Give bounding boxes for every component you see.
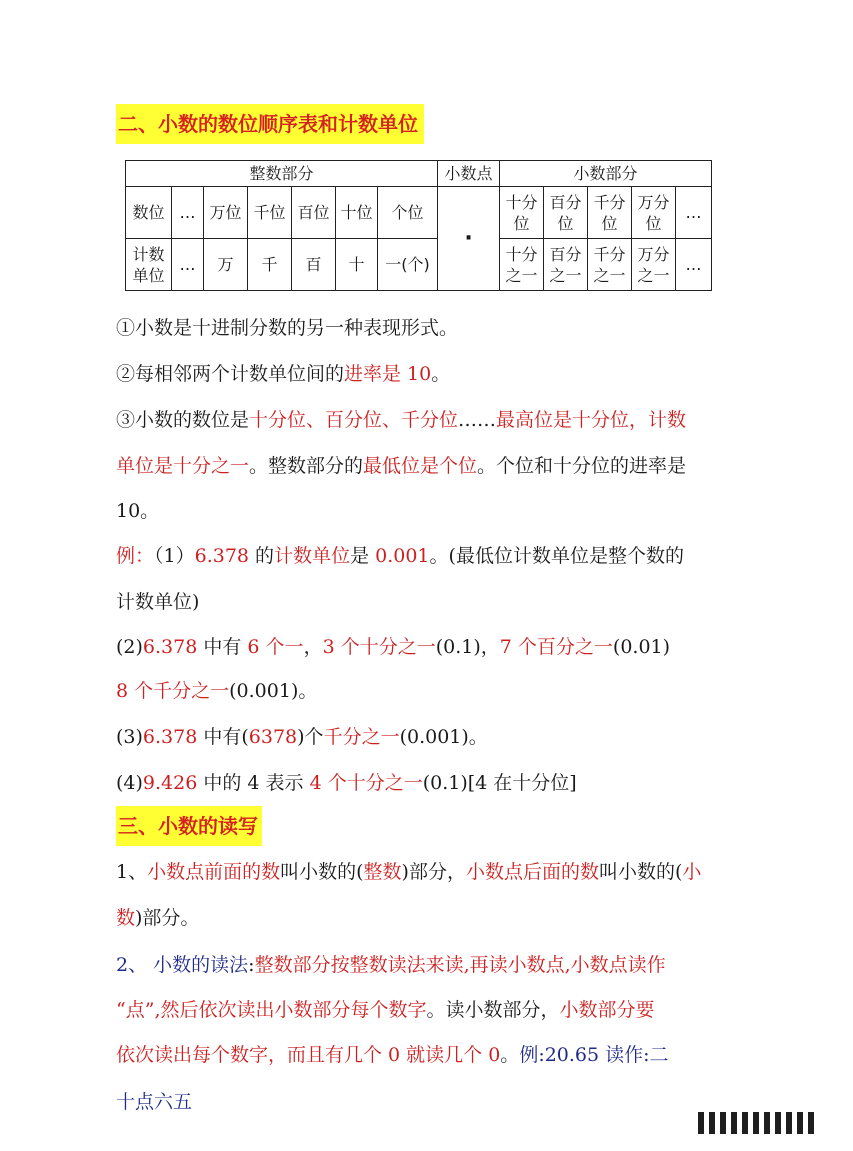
section2-line-10-seg-4: (0.1)[4 在十分位] [422, 772, 577, 794]
section2-line-3 [116, 451, 726, 481]
section3-line-2-seg-1: 小数的读法 [153, 954, 249, 976]
section2-line-2-seg-3: 最高位是十分位，计数 [496, 409, 687, 431]
section3-line-3-seg-3: 小数部分要 [559, 999, 655, 1021]
section2-line-10-seg-0: (4) [116, 772, 143, 794]
section3-line-4-seg-0: 依次读出每个数字，而且有几个 0 就读几个 0 [116, 1044, 501, 1066]
section-2-heading: 二、小数的数位顺序表和计数单位 [116, 104, 424, 144]
section3-line-0-seg-6: 叫小数的( [598, 861, 683, 883]
section3-line-3-seg-2: 。读小数部分， [426, 999, 560, 1021]
section2-line-10-seg-1: 9.426 [142, 772, 198, 794]
unit-int-0: 万 [204, 239, 248, 291]
section2-line-7-seg-6: (0.1)， [435, 636, 500, 658]
place-int-4: 个位 [378, 187, 438, 239]
section2-line-0 [116, 313, 726, 343]
section2-line-10-seg-2: 中的 4 表示 [197, 772, 310, 794]
section2-line-2-seg-2: …… [458, 409, 497, 431]
header-decimal-part: 小数部分 [500, 161, 712, 187]
section3-line-5-seg-0: 十点六五 [116, 1091, 193, 1113]
place-dec-3: 万分 位 [632, 187, 676, 239]
place-int-2: 百位 [292, 187, 336, 239]
place-int-1: 千位 [248, 187, 292, 239]
section2-line-1-seg-0: ②每相邻两个计数单位间的 [116, 363, 345, 385]
section3-line-3 [116, 995, 726, 1025]
place-dec-2: 千分 位 [588, 187, 632, 239]
units-ellipsis: … [172, 239, 204, 291]
header-decimal-point: 小数点 [438, 161, 500, 187]
section2-line-9-seg-2: 中有( [197, 726, 249, 748]
section2-line-7-seg-5: 3 个十分之一 [322, 636, 436, 658]
unit-dec-2: 千分 之一 [588, 239, 632, 291]
places-tail-ellipsis: … [676, 187, 712, 239]
section3-line-1-seg-1: )部分。 [135, 907, 200, 929]
section2-line-10-seg-3: 4 个十分之一 [309, 772, 423, 794]
section2-line-2 [116, 405, 726, 435]
section2-line-7-seg-0: (2) [116, 636, 143, 658]
section2-line-2-seg-1: 十分位、百分位、千分位 [249, 409, 459, 431]
places-ellipsis: … [172, 187, 204, 239]
section3-line-0-seg-3: 整数 [363, 861, 402, 883]
section3-line-1-seg-0: 数 [116, 907, 136, 929]
row-label-places: 数位 [126, 187, 172, 239]
section3-line-2 [116, 950, 726, 980]
section3-line-4 [116, 1040, 726, 1070]
section2-line-9-seg-3: 6378 [248, 726, 298, 748]
section3-line-2-seg-3: 整数部分按整数读法来读,再读小数点,小数点读作 [254, 954, 666, 976]
section2-line-9-seg-1: 6.378 [142, 726, 198, 748]
section2-line-9 [116, 722, 726, 752]
section3-line-5 [116, 1087, 726, 1117]
section3-line-0-seg-4: )部分， [401, 861, 466, 883]
section2-line-8-seg-0: 8 个千分之一 [116, 680, 230, 702]
section2-line-8-seg-1: (0.001)。 [229, 680, 318, 702]
section2-line-3-seg-0: 单位是十分之一 [116, 455, 250, 477]
section3-line-0-seg-2: 叫小数的( [280, 861, 364, 883]
section2-line-1-seg-2: 。 [431, 363, 451, 385]
section2-line-1-seg-1: 进率是 10 [344, 363, 432, 385]
section2-line-5-seg-1: （1） [154, 545, 195, 567]
section3-line-0-seg-5: 小数点后面的数 [465, 861, 599, 883]
section2-line-0-seg-0: ①小数是十进制分数的另一种表现形式。 [116, 317, 459, 339]
unit-int-3: 十 [336, 239, 378, 291]
section3-line-2-seg-2: : [248, 954, 255, 976]
section2-line-10 [116, 768, 726, 798]
section2-line-5-seg-2: 6.378 [194, 545, 250, 567]
section2-line-7-seg-3: 6 个一 [247, 636, 304, 658]
unit-int-2: 百 [292, 239, 336, 291]
section2-line-8 [116, 676, 726, 706]
section2-line-9-seg-4: )个 [297, 726, 324, 748]
unit-dec-0: 十分 之一 [500, 239, 544, 291]
section2-line-3-seg-2: 最低位是个位 [363, 455, 478, 477]
place-int-3: 十位 [336, 187, 378, 239]
section3-line-3-seg-0: “点” [116, 999, 155, 1021]
section2-line-4-seg-0: 10。 [116, 500, 160, 522]
section3-line-0 [116, 857, 726, 887]
section3-line-4-seg-2: 例:20.65 读作:二 [519, 1044, 669, 1066]
section2-line-7-seg-2: 中有 [197, 636, 248, 658]
section2-line-5-seg-3: 的 [249, 545, 275, 567]
section2-line-7 [116, 632, 726, 662]
section3-line-4-seg-1: 。 [500, 1044, 520, 1066]
units-tail-ellipsis: … [676, 239, 712, 291]
section3-line-3-seg-1: ,然后依次读出小数部分每个数字 [154, 999, 427, 1021]
decimal-point-cell: · [438, 187, 500, 291]
section-3-heading: 三、小数的读写 [116, 806, 262, 846]
unit-dec-1: 百分 之一 [544, 239, 588, 291]
section2-line-1 [116, 359, 726, 389]
section2-line-5-seg-4: 计数单位 [274, 545, 351, 567]
section2-line-5 [116, 541, 726, 571]
section3-line-2-seg-0: 2、 [116, 954, 154, 976]
unit-int-4: 一(个) [378, 239, 438, 291]
section2-line-7-seg-4: ， [303, 636, 323, 658]
row-label-units: 计数 单位 [126, 239, 172, 291]
section2-line-9-seg-5: 千分之一 [323, 726, 400, 748]
place-int-0: 万位 [204, 187, 248, 239]
place-dec-1: 百分 位 [544, 187, 588, 239]
section3-line-0-seg-0: 1、 [116, 861, 148, 883]
section2-line-7-seg-7: 7 个百分之一 [499, 636, 613, 658]
section2-line-3-seg-3: 。个位和十分位的进率是 [477, 455, 687, 477]
section2-line-4 [116, 496, 726, 526]
watermark-barcode [698, 1112, 828, 1134]
section2-line-5-seg-5: 是 [350, 545, 376, 567]
section2-line-9-seg-0: (3) [116, 726, 143, 748]
section2-line-7-seg-8: (0.01) [612, 636, 671, 658]
unit-dec-3: 万分 之一 [632, 239, 676, 291]
section2-line-7-seg-1: 6.378 [142, 636, 198, 658]
section2-line-5-seg-6: 0.001 [375, 545, 430, 567]
place-dec-0: 十分 位 [500, 187, 544, 239]
section2-line-2-seg-0: ③小数的数位是 [116, 409, 250, 431]
section2-line-6 [116, 587, 726, 617]
section3-line-0-seg-7: 小 [682, 861, 702, 883]
section2-line-3-seg-1: 。整数部分的 [249, 455, 364, 477]
section2-line-6-seg-0: 计数单位) [116, 591, 200, 613]
section3-line-0-seg-1: 小数点前面的数 [147, 861, 281, 883]
section2-line-5-seg-0: 例： [116, 545, 155, 567]
header-integer-part: 整数部分 [126, 161, 438, 187]
section3-line-1 [116, 903, 726, 933]
section2-line-5-seg-7: 。(最低位计数单位是整个数的 [429, 545, 684, 567]
place-value-table [125, 160, 712, 291]
unit-int-1: 千 [248, 239, 292, 291]
faint-scan-artifact [160, 146, 430, 154]
section2-line-9-seg-6: (0.001)。 [399, 726, 488, 748]
